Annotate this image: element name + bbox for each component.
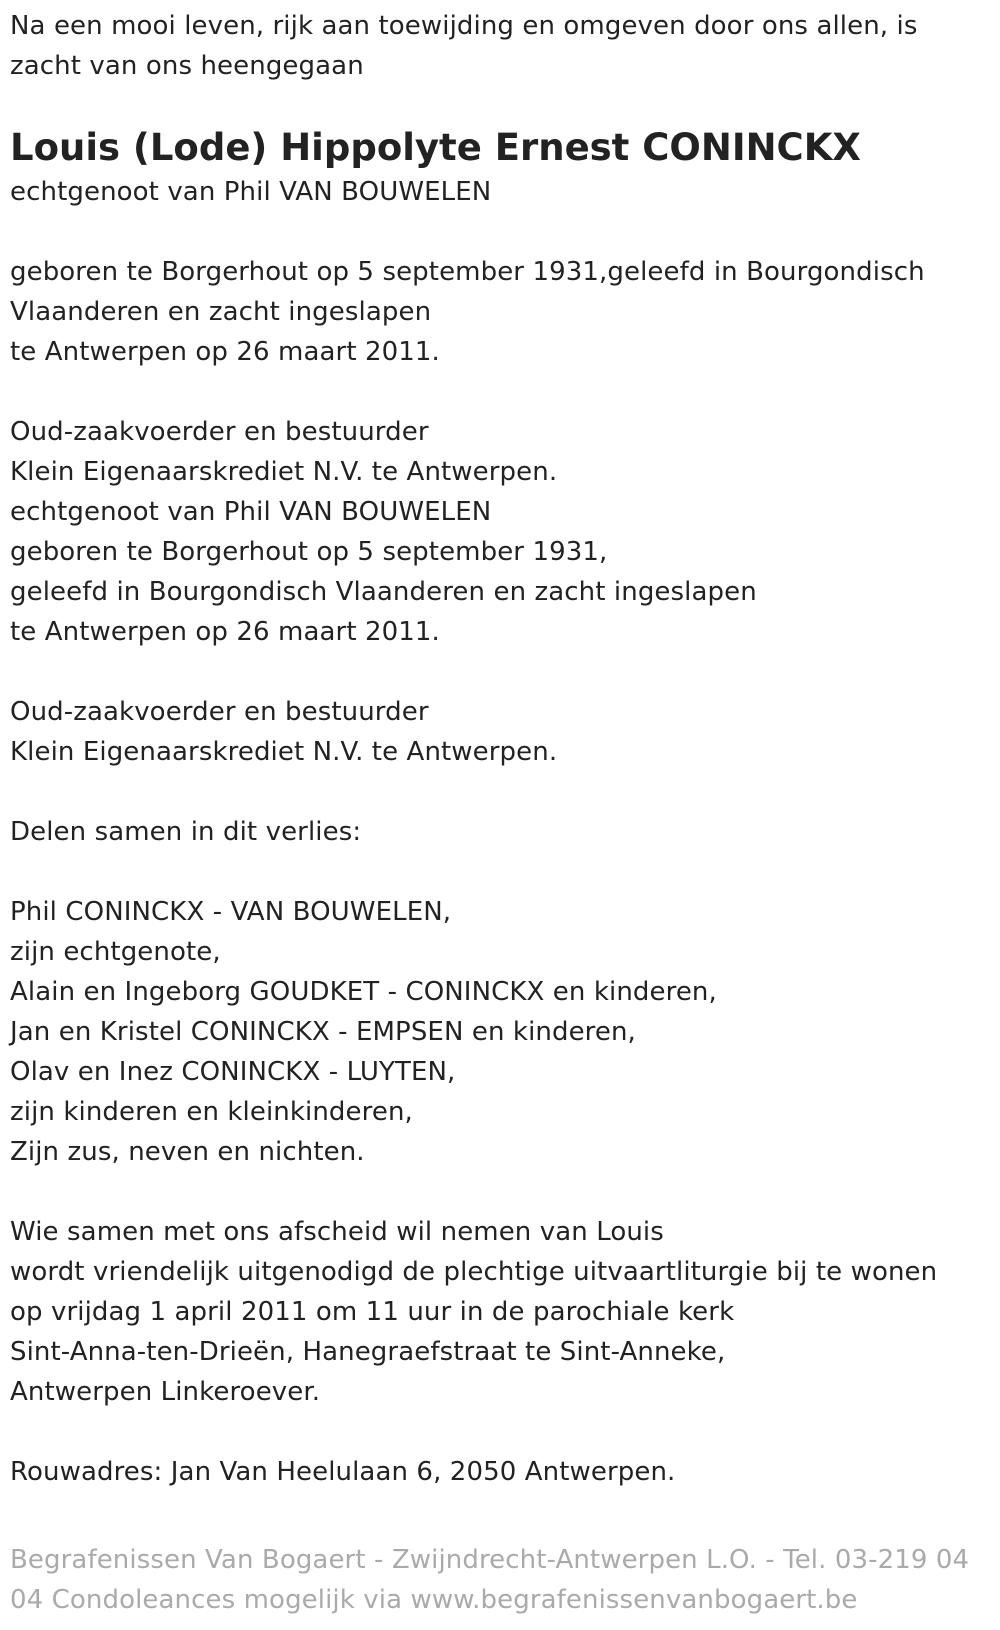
deceased-name: Louis (Lode) Hippolyte Ernest CONINCKX (10, 126, 861, 169)
family-line: zijn kinderen en kleinkinderen, (10, 1097, 413, 1127)
occupation-line: Oud-zaakvoerder en bestuurder (10, 697, 429, 727)
funeral-home-footer (10, 1540, 985, 1620)
ceremony-line: wordt vriendelijk uitgenodigd de plechtige uitvaartliturgie bij te wonen (10, 1257, 938, 1287)
birth-line: geboren te Borgerhout op 5 september 1931,geleefd in Bourgondisch (10, 257, 925, 287)
occupation-line: te Antwerpen op 26 maart 2011. (10, 617, 440, 647)
family-list (10, 892, 985, 1172)
mourning-address: Rouwadres: Jan Van Heelulaan 6, 2050 Antwerpen. (10, 1457, 676, 1487)
family-line: Phil CONINCKX - VAN BOUWELEN, (10, 897, 452, 927)
ceremony-block (10, 1212, 985, 1412)
spouse-line: echtgenoot van Phil VAN BOUWELEN (10, 177, 492, 207)
spacer (10, 772, 985, 812)
birth-line: te Antwerpen op 26 maart 2011. (10, 337, 440, 367)
spacer (10, 372, 985, 412)
ceremony-line: op vrijdag 1 april 2011 om 11 uur in de parochiale kerk (10, 1297, 735, 1327)
occupation-line: Klein Eigenaarskrediet N.V. te Antwerpen. (10, 457, 558, 487)
spacer (10, 212, 985, 252)
intro-text (10, 6, 985, 86)
footer-line: 04 Condoleances mogelijk via www.begrafenissenvanbogaert.be (10, 1585, 858, 1615)
family-line: Alain en Ingeborg GOUDKET - CONINCKX en kinderen, (10, 977, 717, 1007)
spacer (10, 652, 985, 692)
obituary-notice (10, 6, 985, 1492)
family-line: zijn echtgenote, (10, 937, 221, 967)
occupation-line: geleefd in Bourgondisch Vlaanderen en zacht ingeslapen (10, 577, 757, 607)
spacer (10, 1412, 985, 1452)
family-line: Jan en Kristel CONINCKX - EMPSEN en kinderen, (10, 1017, 636, 1047)
birth-line: Vlaanderen en zacht ingeslapen (10, 297, 432, 327)
share-heading: Delen samen in dit verlies: (10, 817, 362, 847)
occupation-block-2 (10, 692, 985, 772)
occupation-block (10, 412, 985, 652)
ceremony-line: Antwerpen Linkeroever. (10, 1377, 321, 1407)
occupation-line: Oud-zaakvoerder en bestuurder (10, 417, 429, 447)
intro-line: Na een mooi leven, rijk aan toewijding en omgeven door ons allen, is (10, 11, 918, 41)
family-line: Zijn zus, neven en nichten. (10, 1137, 365, 1167)
occupation-line: Klein Eigenaarskrediet N.V. te Antwerpen. (10, 737, 558, 767)
occupation-line: echtgenoot van Phil VAN BOUWELEN (10, 497, 492, 527)
intro-line: zacht van ons heengegaan (10, 51, 364, 81)
family-line: Olav en Inez CONINCKX - LUYTEN, (10, 1057, 456, 1087)
birth-block (10, 252, 985, 372)
footer-line: Begrafenissen Van Bogaert - Zwijndrecht-Antwerpen L.O. - Tel. 03-219 04 (10, 1545, 970, 1575)
ceremony-line: Wie samen met ons afscheid wil nemen van Louis (10, 1217, 664, 1247)
ceremony-line: Sint-Anna-ten-Drieën, Hanegraefstraat te Sint-Anneke, (10, 1337, 726, 1367)
spacer (10, 1172, 985, 1212)
occupation-line: geboren te Borgerhout op 5 september 1931, (10, 537, 608, 567)
spacer (10, 852, 985, 892)
